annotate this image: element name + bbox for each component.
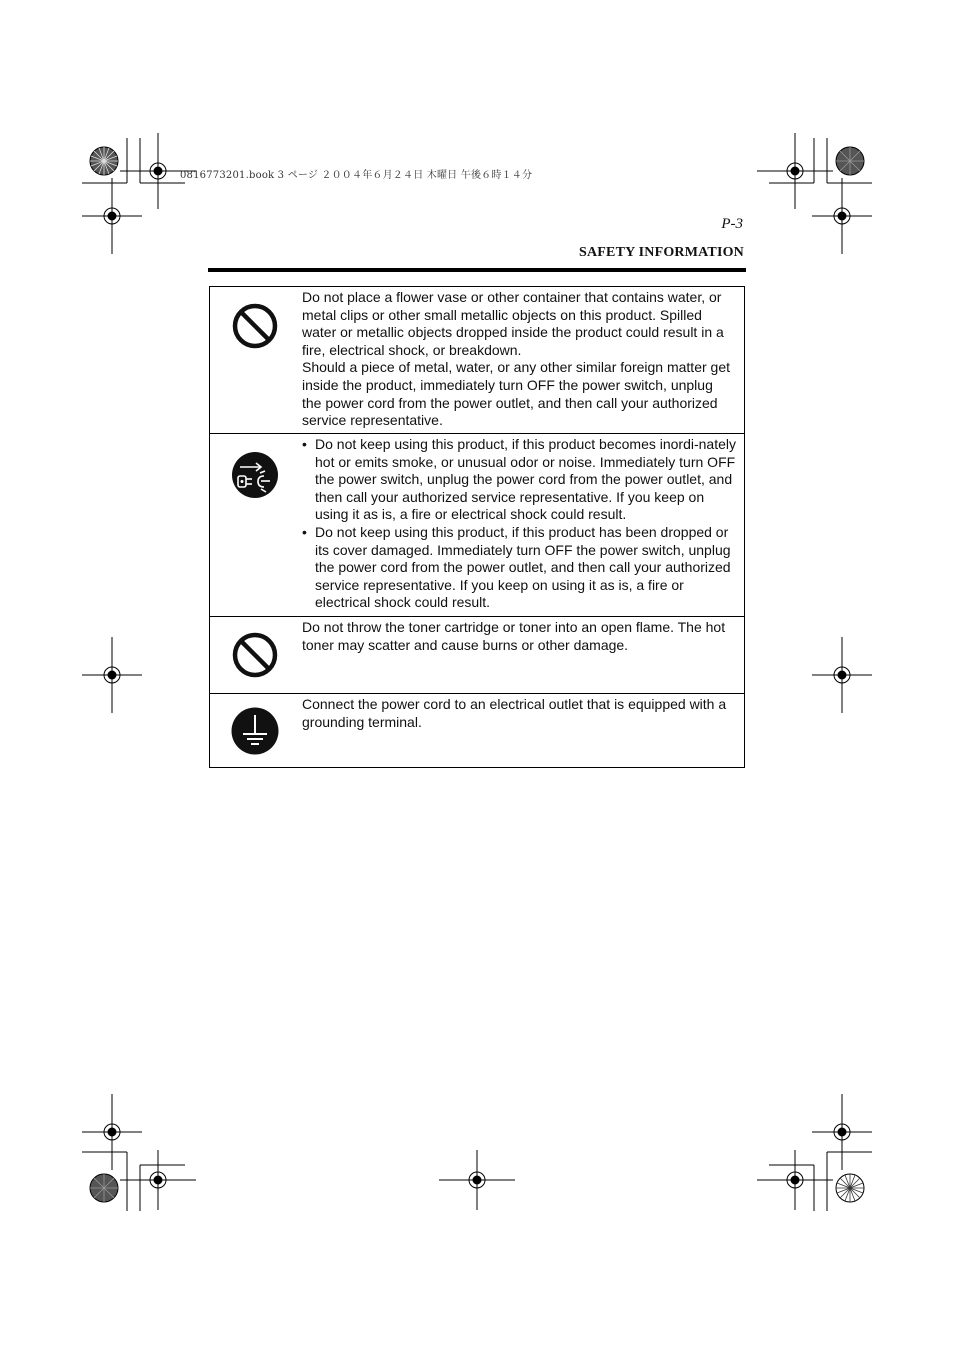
header-rule (208, 268, 746, 272)
paragraph: Do not throw the toner cartridge or toner into an open flame. The hot toner may scatter and cause burns or other damage. (302, 619, 726, 653)
list-item: • Do not keep using this product, if this product has been dropped or its cover damaged. Immediately turn OFF the power switch, unplug the power cord from the power outlet, and then call your authorized service representative. If you keep on using it as is, a fire or electrical shock could result. (302, 524, 736, 612)
icon-cell (210, 287, 300, 434)
text-cell (299, 434, 745, 617)
paragraph: Connect the power cord to an electrical outlet that is equipped with a grounding terminal. (302, 696, 727, 730)
text-cell (299, 617, 745, 694)
ground-icon (210, 694, 299, 767)
icon-cell (210, 694, 300, 768)
bullet-list (302, 436, 736, 612)
text-cell (299, 694, 745, 768)
icon-cell (210, 434, 300, 617)
icon-cell (210, 617, 300, 694)
table-row (210, 287, 745, 434)
prohibition-icon (210, 617, 299, 693)
prohibition-icon (210, 287, 299, 364)
unplug-power-icon (210, 434, 299, 514)
paragraph: Do not place a flower vase or other container that contains water, or metal clips or other small metallic objects on this product. Spilled water or metallic objects dropped inside the product could result in a fire, electrical shock, or breakdown. (302, 289, 724, 358)
table-row (210, 694, 745, 768)
page-number: P-3 (721, 216, 743, 232)
text-cell (299, 287, 745, 434)
table-row (210, 434, 745, 617)
safety-table (209, 286, 745, 768)
table-row (210, 617, 745, 694)
print-header: 0816773201.book 3 ページ ２００４年６月２４日 木曜日 午後６時１４分 (180, 170, 533, 181)
list-item: • Do not keep using this product, if this product becomes inordi-nately hot or emits smoke, or unusual odor or noise. Immediately turn OFF the power switch, unplug the power cord from the power outlet, and then call your authorized service representative. If you keep on using it as is, a fire or electrical shock could result. (302, 436, 736, 524)
paragraph: Should a piece of metal, water, or any other similar foreign matter get inside the product, immediately turn OFF the power switch, unplug the power cord from the power outlet, and then call your authorized service representative. (302, 359, 730, 429)
section-title: SAFETY INFORMATION (579, 245, 744, 260)
